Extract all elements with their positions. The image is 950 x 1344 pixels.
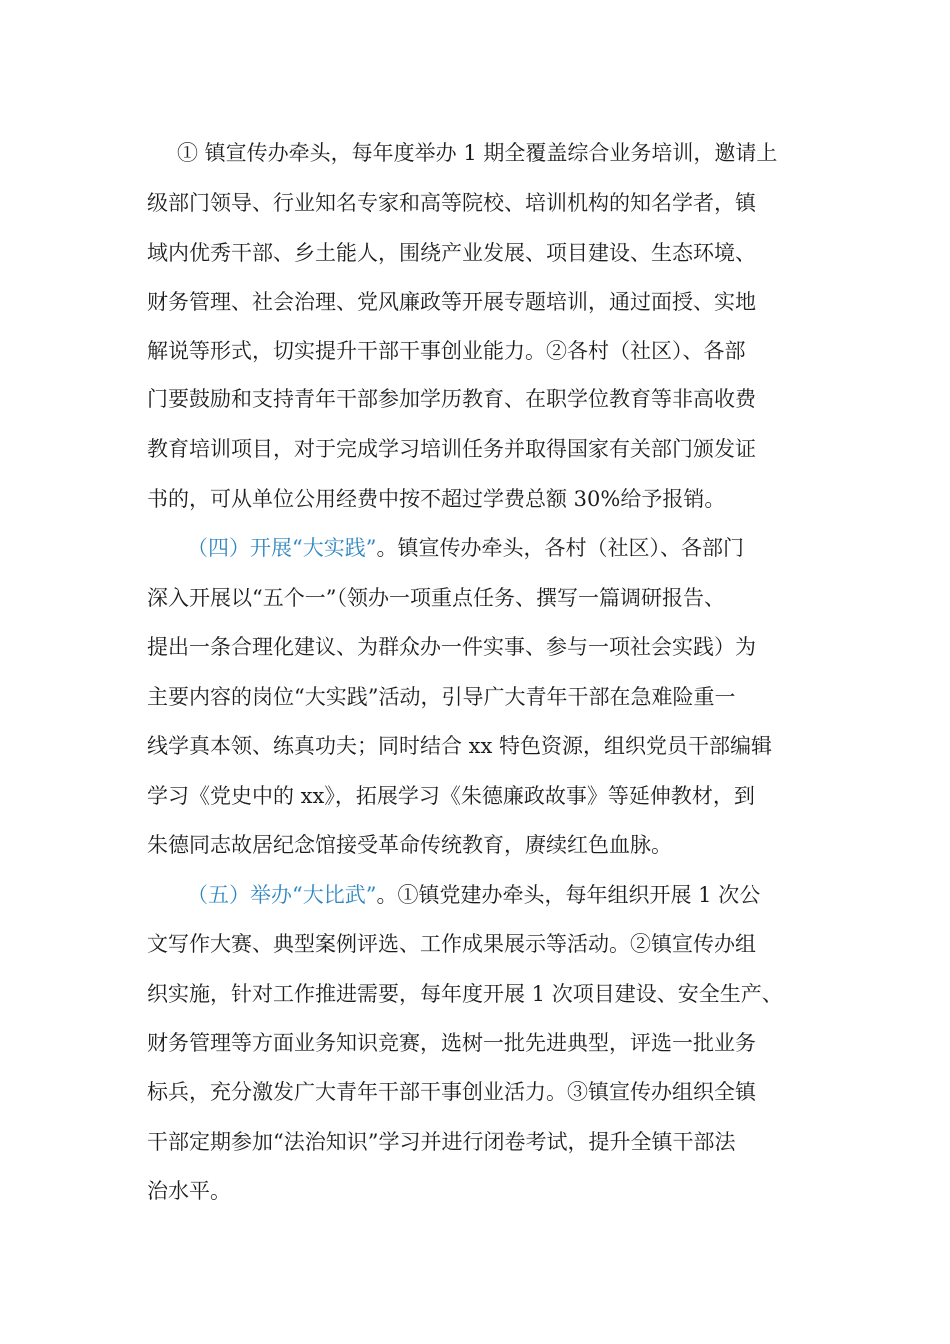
- paragraph-line: [0, 277, 950, 327]
- line-text: 级部门领导、行业知名专家和高等院校、培训机构的知名学者，镇: [147, 191, 756, 215]
- paragraph-line: [0, 820, 950, 870]
- paragraph-line: [0, 1166, 950, 1216]
- paragraph-line: [0, 672, 950, 722]
- line-text: 文写作大赛、典型案例评选、工作成果展示等活动。②镇宣传办组: [147, 932, 756, 956]
- line-text: 门要鼓励和支持青年干部参加学历教育、在职学位教育等非高收费: [147, 387, 756, 411]
- line-text: 治水平。: [147, 1179, 231, 1203]
- line-text: ① 镇宣传办牵头，每年度举办 1 期全覆盖综合业务培训，邀请上: [177, 141, 778, 165]
- line-text: 朱德同志故居纪念馆接受革命传统教育，赓续红色血脉。: [147, 833, 672, 857]
- line-text: 财务管理、社会治理、党风廉政等开展专题培训，通过面授、实地: [147, 290, 756, 314]
- paragraph-line: [0, 969, 950, 1019]
- line-text: 书的，可从单位公用经费中按不超过学费总额 30%给予报销。: [147, 487, 726, 511]
- paragraph-line: [0, 326, 950, 376]
- line-text: 主要内容的岗位“大实践”活动，引导广大青年干部在急难险重一: [147, 685, 736, 709]
- paragraph-line: [0, 573, 950, 623]
- section-heading-line: [0, 870, 950, 920]
- paragraph-line: [0, 1018, 950, 1068]
- paragraph-line: [0, 1117, 950, 1167]
- paragraph-line: [0, 374, 950, 424]
- heading-rest-text: 。镇宣传办牵头，各村（社区）、各部门: [376, 536, 744, 560]
- line-text: 织实施，针对工作推进需要，每年度开展 1 次项目建设、安全生产、: [147, 982, 783, 1006]
- paragraph-line: [0, 771, 950, 821]
- paragraph-line: [0, 424, 950, 474]
- line-text: 域内优秀干部、乡土能人，围绕产业发展、项目建设、生态环境、: [147, 241, 756, 265]
- heading-rest-text: 。①镇党建办牵头，每年组织开展 1 次公: [376, 883, 761, 907]
- paragraph-line: [0, 1067, 950, 1117]
- line-text: 标兵，充分激发广大青年干部干事创业活力。③镇宣传办组织全镇: [147, 1080, 756, 1104]
- section-heading: （四）开展“大实践”: [187, 536, 377, 560]
- line-text: 教育培训项目，对于完成学习培训任务并取得国家有关部门颁发证: [147, 437, 756, 461]
- line-text: 学习《党史中的 xx》，拓展学习《朱德廉政故事》等延伸教材，到: [147, 784, 755, 808]
- line-text: 提出一条合理化建议、为群众办一件实事、参与一项社会实践）为: [147, 635, 756, 659]
- line-text: 线学真本领、练真功夫；同时结合 xx 特色资源，组织党员干部编辑: [147, 734, 773, 758]
- paragraph-line: [0, 474, 950, 524]
- line-text: 干部定期参加“法治知识”学习并进行闭卷考试，提升全镇干部法: [147, 1130, 736, 1154]
- paragraph-line: [0, 178, 950, 228]
- line-text: 深入开展以“五个一”（领办一项重点任务、撰写一篇调研报告、: [147, 586, 725, 610]
- section-heading-line: [0, 523, 950, 573]
- line-text: 解说等形式，切实提升干部干事创业能力。②各村（社区）、各部: [147, 339, 746, 363]
- line-text: 财务管理等方面业务知识竞赛，选树一批先进典型，评选一批业务: [147, 1031, 756, 1055]
- paragraph-line: [0, 721, 950, 771]
- paragraph-line: [0, 228, 950, 278]
- paragraph-line: [0, 919, 950, 969]
- paragraph-line: [0, 128, 950, 178]
- paragraph-line: [0, 622, 950, 672]
- section-heading: （五）举办“大比武”: [187, 883, 377, 907]
